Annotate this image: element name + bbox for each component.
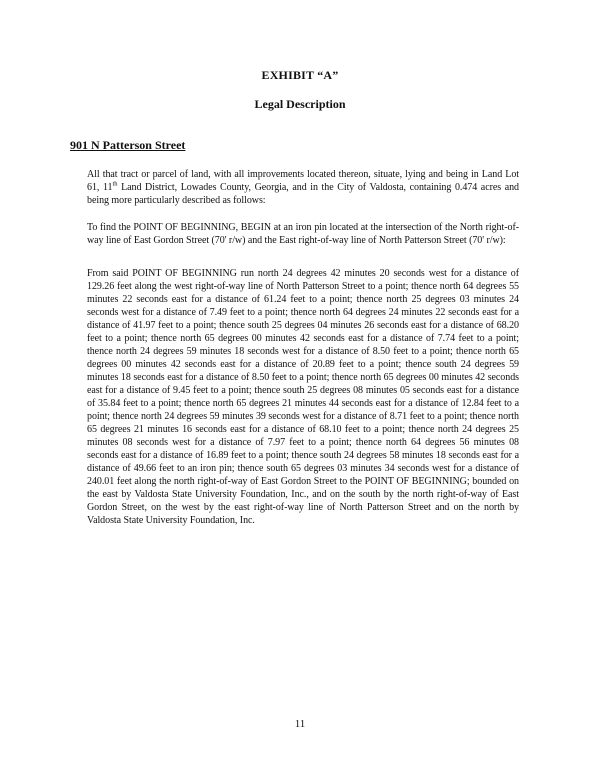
exhibit-title: EXHIBIT “A” xyxy=(261,68,339,82)
metes-and-bounds-paragraph: From said POINT OF BEGINNING run north 24 degrees 42 minutes 20 seconds west for a distance of 129.26 feet along the west right-of-way line of North Patterson Street to a point; thence north 64 degrees 55 minutes 22 seconds east for a distance of 61.24 feet to a point; thence north 25 degrees 03 minutes 24 seconds west for a distance of 7.49 feet to a point; thence north 64 degrees 24 minutes 22 seconds east for a distance of 41.97 feet to a point; thence south 25 degrees 04 minutes 26 seconds east for a distance of 68.20 feet to a point; thence north 65 degrees 00 minutes 42 seconds east for a distance of 7.74 feet to a point; thence north 24 degrees 59 minutes 18 seconds west for a distance of 8.50 feet to a point; thence north 65 degrees 00 minutes 42 seconds east for a distance of 20.89 feet to a point; thence south 24 degrees 59 minutes 18 seconds east for a distance of 8.50 feet to a point; thence north 65 degrees 00 minutes 42 seconds east for a distance of 9.45 feet to a point; thence south 25 degrees 08 minutes 05 seconds east for a distance of 35.84 feet to a point; thence north 65 degrees 21 minutes 44 seconds east for a distance of 12.84 feet to a point; thence north 24 degrees 59 minutes 39 seconds west for a distance of 8.71 feet to a point; thence north 65 degrees 21 minutes 16 seconds east for a distance of 68.10 feet to a point; thence north 24 degrees 25 minutes 08 seconds west for a distance of 7.97 feet to a point; thence north 64 degrees 56 minutes 08 seconds east for a distance of 16.89 feet to a point; thence south 24 degrees 58 minutes 18 seconds east for a distance of 49.66 feet to an iron pin; thence south 65 degrees 03 minutes 34 seconds west for a distance of 240.01 feet along the north right-of-way of East Gordon Street to the POINT OF BEGINNING; bounded on the east by Valdosta State University Foundation, Inc., and on the south by the north right-of-way of East Gordon Street, on the west by the east right-of-way line of North Patterson Street and on the north by Valdosta State University Foundation, Inc. xyxy=(87,268,519,526)
intro-text-part2: Land District, Lowades County, Georgia, and in the City of Valdosta, containing 0.474 acres and being more particularly described as follows: xyxy=(87,182,519,206)
intro-superscript: th xyxy=(112,180,118,188)
point-of-beginning-paragraph: To find the POINT OF BEGINNING, BEGIN at an iron pin located at the intersection of the North right-of-way line of East Gordon Street (70' r/w) and the East right-of-way line of North Patterson Street (70' r/w): xyxy=(87,222,519,246)
intro-text-part1: All that tract or parcel of land, with all improvements located thereon, situate, lying and being in Land Lot 61, 11 xyxy=(87,169,519,193)
property-address-heading: 901 N Patterson Street xyxy=(70,138,186,152)
page-number: 11 xyxy=(294,718,306,730)
legal-description-heading: Legal Description xyxy=(254,97,346,111)
intro-paragraph xyxy=(87,168,519,207)
